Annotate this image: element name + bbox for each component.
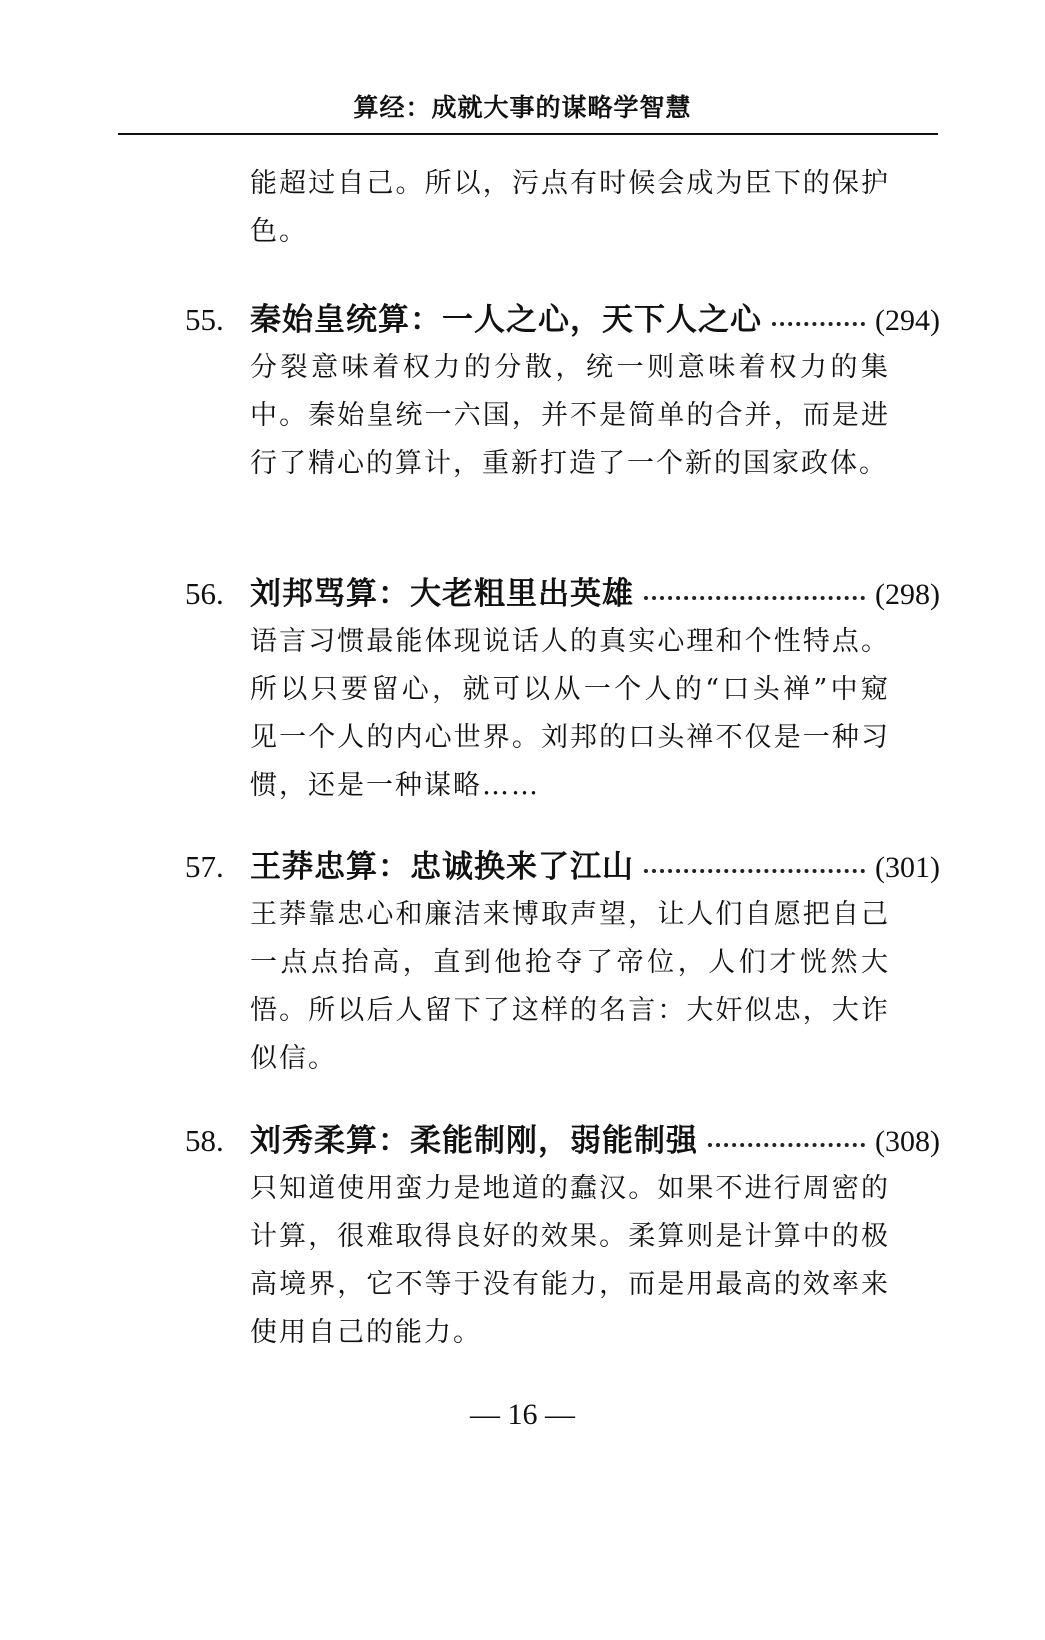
toc-entry-57-summary: 王莽靠忠心和廉洁来博取声望，让人们自愿把自己一点点抬高，直到他抢夺了帝位，人们才恍然大悟。所以后人留下了这样的名言：大奸似忠，大诈似信。	[250, 899, 890, 1074]
toc-entry-56-heading	[185, 570, 940, 618]
entry-title: 秦始皇统算：一人之心，天下人之心	[250, 302, 762, 338]
toc-entry-57-heading	[185, 843, 940, 891]
dot-leader	[644, 596, 865, 600]
running-header: 算经：成就大事的谋略学智慧	[353, 93, 692, 122]
page-number: — 16 —	[470, 1398, 575, 1431]
entry-page-ref: (294)	[875, 304, 940, 337]
toc-entry-56-summary: 语言习惯最能体现说话人的真实心理和个性特点。所以只要留心，就可以从一个人的“口头禅”中窥见一个人的内心世界。刘邦的口头禅不仅是一种习惯，还是一种谋略……	[250, 626, 890, 801]
entry-number: 55.	[185, 302, 224, 337]
dot-leader	[708, 1143, 865, 1147]
toc-entry-55-summary: 分裂意味着权力的分散，统一则意味着权力的集中。秦始皇统一六国，并不是简单的合并，而是进行了精心的算计，重新打造了一个新的国家政体。	[250, 352, 890, 479]
toc-entry-58-summary: 只知道使用蛮力是地道的蠢汉。如果不进行周密的计算，很难取得良好的效果。柔算则是计算中的极高境界，它不等于没有能力，而是用最高的效率来使用自己的能力。	[250, 1173, 890, 1348]
dot-leader	[772, 322, 865, 326]
toc-entry-58-heading	[185, 1117, 940, 1165]
entry-title: 王莽忠算：忠诚换来了江山	[250, 849, 634, 885]
entry-number: 57.	[185, 849, 224, 884]
entry-number: 58.	[185, 1123, 224, 1158]
toc-entry-55-heading	[185, 296, 940, 344]
entry-title: 刘邦骂算：大老粗里出英雄	[250, 576, 634, 612]
dot-leader	[644, 869, 865, 873]
entry-page-ref: (308)	[875, 1125, 940, 1158]
entry-page-ref: (301)	[875, 851, 940, 884]
intro-paragraph: 能超过自己。所以，污点有时候会成为臣下的保护色。	[250, 168, 890, 247]
entry-number: 56.	[185, 576, 224, 611]
entry-title: 刘秀柔算：柔能制刚，弱能制强	[250, 1123, 698, 1159]
header-rule	[118, 133, 938, 135]
entry-page-ref: (298)	[875, 578, 940, 611]
